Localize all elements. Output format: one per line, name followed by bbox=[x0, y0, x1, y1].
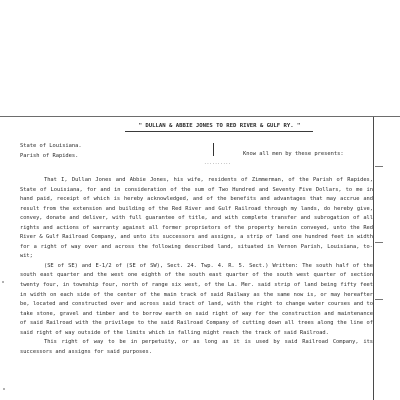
state-line: State of Louisiana. bbox=[20, 143, 82, 149]
separator-dots: .......... bbox=[204, 160, 232, 165]
margin-tick bbox=[375, 299, 383, 300]
paragraph-description: (SE of SE) and E-1/2 of (SE of SW), Sect. 24. Twp. 4. R. 5. Sect.) Written: The south half of the south east quarter and the west one eighth of the south east quarter of the south west quarter of section twenty four, in township four, north of range six west, of the La. Mer. said strip of land being fifty feet in width on each side of the center of the main track of said Railway as the same now is, or may hereafter be, located and constructed over and across said tract of land, with the right to change water courses and to take stone, gravel and timber and to borrow earth on said right of way for the construction and maintenance of said Railroad with the privilege to the said Railroad Company of cutting down all trees along the line of said right of way outside of the limits which in falling might reach the track of said Railroad. bbox=[20, 262, 373, 336]
right-margin-line bbox=[373, 117, 374, 400]
venue-brace bbox=[213, 143, 216, 156]
paragraph-consideration: That I, Dullan Jones and Abbie Jones, his wife, residents of Zimmerman, of the Parish of Rapides, State of Louisiana, for and in consideration of the sum of Two Hundred and Seventy Five Dollars, to me in hand paid, receipt of which is hereby acknowledged, and of the benefits and advantages that may accrue and result from the extension and building of the Red River and Gulf Railroad through my lands, do hereby give, convey, donate and deliver, with full guarantee of title, and with complete transfer and subrogation of all rights and actions of warranty against all former proprietors of the property herein conveyed, unto the Red River & Gulf Railroad Company, and unto its successors and assigns, a strip of land one hundred feet in width for a right of way over and across the following described land, situated in Vernon Parish, Louisiana, to-wit; bbox=[20, 177, 373, 260]
scan-speck bbox=[2, 281, 4, 283]
title-underline bbox=[125, 131, 313, 132]
know-all-line: Know all men by these presents: bbox=[243, 151, 344, 157]
parish-line: Parish of Rapides. bbox=[20, 152, 79, 159]
top-border-line bbox=[0, 116, 400, 117]
scan-speck bbox=[3, 388, 5, 390]
deed-title: " DULLAN & ABBIE JONES TO RED RIVER & GULF RY. " bbox=[138, 123, 301, 129]
margin-tick bbox=[375, 242, 383, 243]
venue-block bbox=[20, 142, 82, 161]
paragraph-perpetuity: This right of way to be in perpetuity, or as long as it is used by said Railroad Company, its successors and assigns for said purposes. bbox=[20, 339, 373, 355]
margin-tick bbox=[375, 166, 383, 167]
deed-body bbox=[20, 176, 373, 357]
